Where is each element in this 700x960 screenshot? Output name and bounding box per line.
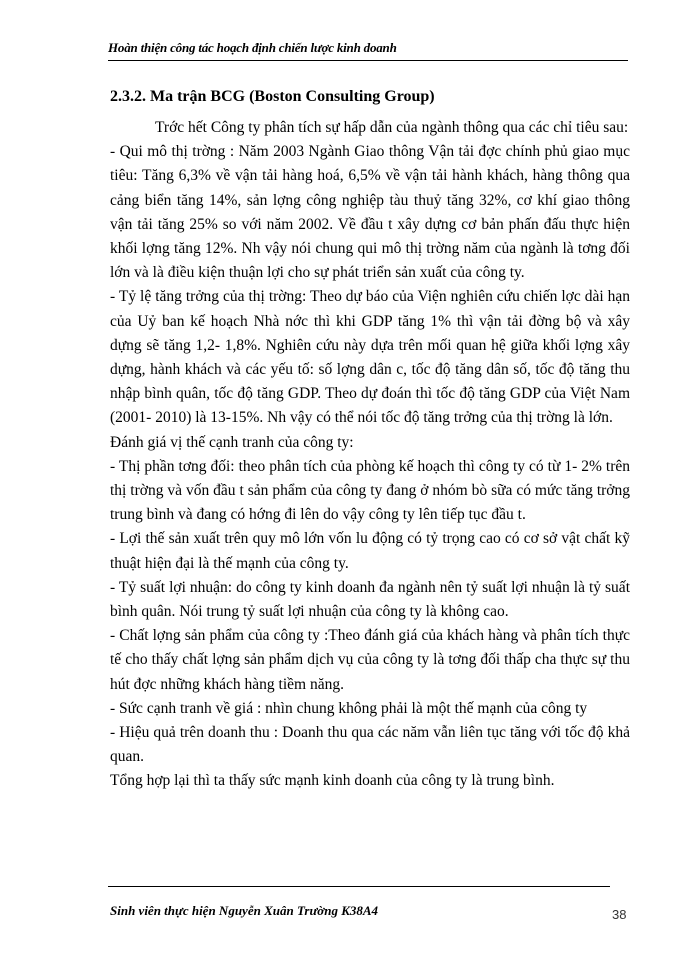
footer-divider <box>108 886 610 887</box>
footer-author: Sinh viên thực hiện Nguyễn Xuân Trường K38A4 <box>110 903 379 918</box>
paragraph-intro: Trớc hết Công ty phân tích sự hấp dẫn của ngành thông qua các chỉ tiêu sau: <box>155 119 629 136</box>
paragraph-market-size: - Qui mô thị trờng : Năm 2003 Ngành Giao thông Vận tải đợc chính phủ giao mục tiêu: Tăng 6,3% về vận tải hàng hoá, 6,5% về vận tải hành khách, hàng thông qua cảng biển tăng 14%, sản lợng công nghiệp tàu thuỷ tăng 32%, cơ khí giao thông vận tải tăng 25% so với năm 2002. Về đầu t xây dựng cơ bản phấn đấu thực hiện khối lợng tăng 12%. Nh vậy nói chung qui mô thị trờng năm của ngành là tơng đối lớn và là điều kiện thuận lợi cho sự phát triển sản xuất của công ty. <box>110 143 630 282</box>
paragraph-growth-rate: - Tỷ lệ tăng trởng của thị trờng: Theo dự báo của Viện nghiên cứu chiến lợc dài hạn của Uỷ ban kế hoạch Nhà nớc thì khi GDP tăng 1% thì vận tải đờng bộ và xây dựng sẽ tăng 1,2- 1,8%. Nghiên cứu này dựa trên mối quan hệ giữa khối lợng xây dựng, hành khách và các yếu tố: số lợng dân c, tốc độ tăng dân số, tốc độ tăng thu nhập bình quân, tốc độ tăng GDP. Theo dự đoán thì tốc độ tăng GDP của Việt Nam (2001- 2010) là 13-15%. Nh vậy có thể nói tốc độ tăng trởng của thị trờng là lớn. <box>110 288 630 427</box>
paragraph-revenue-efficiency: - Hiệu quả trên doanh thu : Doanh thu qua các năm vẫn liên tục tăng với tốc độ khả quan. <box>110 724 630 766</box>
section-heading: 2.3.2. Ma trận BCG (Boston Consulting Group) <box>110 88 435 105</box>
paragraph-market-share: - Thị phần tơng đối: theo phân tích của phòng kế hoạch thì công ty có từ 1- 2% trên thị trờng và vốn đầu t sản phẩm của công ty đang ở nhóm bò sữa có mức tăng trởng trung bình và đang có hớng đi lên do vậy công ty lên tiếp tục đầu t. <box>110 457 630 524</box>
paragraph-scale-advantage: - Lợi thế sản xuất trên quy mô lớn vốn lu động có tỷ trọng cao có cơ sở vật chất kỹ thuật hiện đại là thế mạnh của công ty. <box>110 530 630 572</box>
paragraph-conclusion: Tổng hợp lại thì ta thấy sức mạnh kinh doanh của công ty là trung bình. <box>110 772 555 790</box>
paragraph-price-competition: - Sức cạnh tranh về giá : nhìn chung không phải là một thế mạnh của công ty <box>110 699 588 717</box>
paragraph-profit-rate: - Tỷ suất lợi nhuận: do công ty kinh doanh đa ngành nên tỷ suất lợi nhuận là tỷ suất bình quân. Nói trung tỷ suất lợi nhuận của công ty là không cao. <box>110 578 630 621</box>
body-text <box>110 116 630 794</box>
header-divider <box>108 60 628 61</box>
running-header: Hoàn thiện công tác hoạch định chiến lược kinh doanh <box>108 40 397 55</box>
page-number: 38 <box>612 907 627 922</box>
paragraph-competitive-heading: Đánh giá vị thế cạnh tranh của công ty: <box>110 433 354 451</box>
paragraph-product-quality: - Chất lợng sản phẩm của công ty :Theo đánh giá của khách hàng và phân tích thực tế cho thấy chất lợng sản phẩm dịch vụ của công ty là tơng đối thấp cha thực sự thu hút đợc những khách hàng tiềm năng. <box>110 627 630 693</box>
